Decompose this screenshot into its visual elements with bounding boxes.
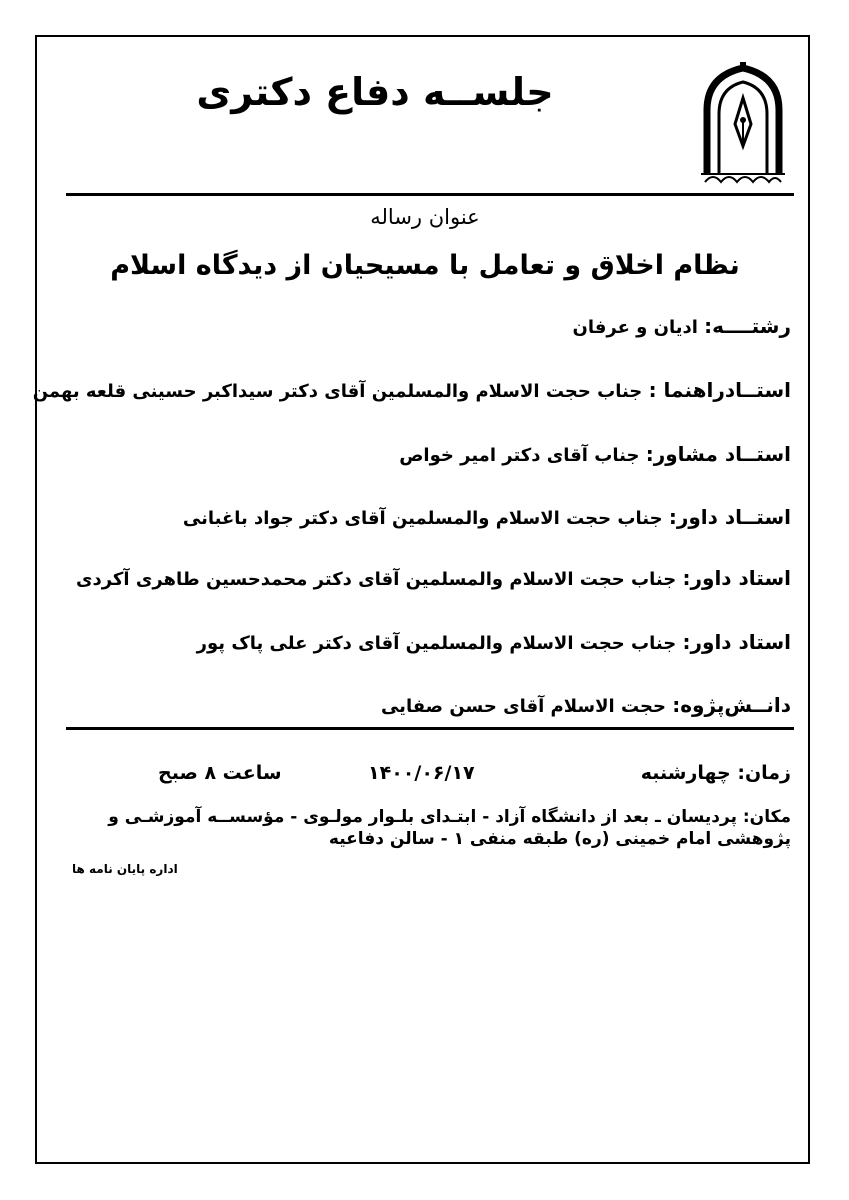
- bottom-divider: [66, 727, 794, 730]
- student-label: دانــش‌پژوه:: [672, 693, 791, 717]
- referee-value: جناب حجت الاسلام والمسلمین آقای دکتر علی پاک پور: [196, 633, 677, 654]
- field-value: ادیان و عرفان: [572, 317, 698, 338]
- supervisor-line: [32, 378, 791, 402]
- defense-time: ساعت ۸ صبح: [158, 762, 282, 784]
- student-line: [55, 693, 791, 717]
- referee-label: استــاد داور:: [668, 505, 791, 529]
- field-line: [55, 314, 791, 338]
- defense-date: ۱۴۰۰/۰۶/۱۷: [368, 762, 475, 784]
- advisor-label: استــاد مشاور:: [645, 442, 791, 466]
- supervisor-label: استــادراهنما :: [648, 378, 791, 402]
- institute-logo: [695, 62, 791, 186]
- office-signature: اداره پایان نامه ها: [72, 862, 178, 876]
- top-divider: [66, 193, 794, 196]
- referee-label: استاد داور:: [682, 566, 791, 590]
- referee-line-2: [55, 566, 791, 590]
- student-value: حجت الاسلام آقای حسن صفایی: [380, 696, 666, 717]
- referee-value: جناب حجت الاسلام والمسلمین آقای دکتر جواد باغبانی: [182, 508, 663, 529]
- referee-line-3: [55, 630, 791, 654]
- referee-value: جناب حجت الاسلام والمسلمین آقای دکتر محمدحسین طاهری آکردی: [75, 569, 677, 590]
- referee-label: استاد داور:: [682, 630, 791, 654]
- session-title: جلســه دفاع دکتری: [196, 70, 554, 114]
- thesis-caption: عنوان رساله: [370, 205, 480, 229]
- referee-line-1: [55, 505, 791, 529]
- field-label: رشتــــه:: [704, 314, 791, 338]
- advisor-line: [55, 442, 791, 466]
- supervisor-value: جناب حجت الاسلام والمسلمین آقای دکتر سیداکبر حسینی قلعه بهمن: [32, 381, 643, 402]
- defense-day: زمان: چهارشنبه: [640, 762, 791, 784]
- defense-place: مکان: پردیسان ـ بعد از دانشگاه آزاد - ابتـدای بلـوار مولـوی - مؤسســه آموزشـی و پژوهشی امام خمینی (ره) طبقه منفی ۱ - سالن دفاعیه: [108, 807, 791, 849]
- thesis-title: نظام اخلاق و تعامل با مسیحیان از دیدگاه اسلام: [110, 250, 740, 281]
- advisor-value: جناب آقای دکتر امیر خواص: [399, 445, 640, 466]
